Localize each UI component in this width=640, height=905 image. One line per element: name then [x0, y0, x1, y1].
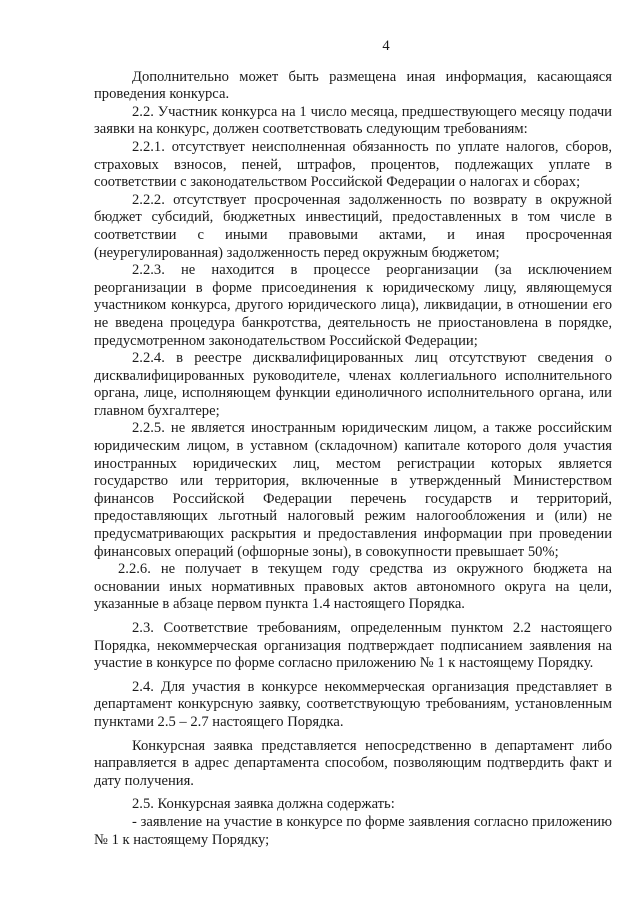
- paragraph-2-2-1: 2.2.1. отсутствует неисполненная обязанность по уплате налогов, сборов, страховых взносов, пеней, штрафов, процентов, подлежащих уплате в соответствии с законодательством Российской Федерации о налогах и сборах;: [94, 138, 612, 191]
- paragraph-2-2-4: 2.2.4. в реестре дисквалифицированных лиц отсутствуют сведения о дисквалифицированных руководителе, членах коллегиального исполнительного органа, лице, исполняющем функции единоличного исполнительного органа, или главном бухгалтере;: [94, 350, 612, 419]
- paragraph-2-2-5: 2.2.5. не является иностранным юридическим лицом, а также российским юридическим лицом, в уставном (складочном) капитале которого доля участия иностранных юридических лиц, местом регистрации которых является государство или территория, включенные в утвержденный Министерством финансов Российской Федерации перечень государств и территорий, предоставляющих льготный налоговый режим налогообложения и (или) не предусматривающих раскрытия и предоставления информации при проведении финансовых операций (офшорные зоны), в совокупности превышает 50%;: [94, 420, 612, 560]
- paragraph-2-3: 2.3. Соответствие требованиям, определенным пунктом 2.2 настоящего Порядка, некоммерческая организация подтверждает подписанием заявления на участие в конкурсе по форме согласно приложению № 1 к настоящему Порядку.: [94, 620, 612, 672]
- paragraph-application-item: - заявление на участие в конкурсе по форме заявления согласно приложению № 1 к настоящему Порядку;: [94, 813, 612, 848]
- paragraph-2-2-3: 2.2.3. не находится в процессе реорганизации (за исключением реорганизации в форме присоединения к юридическому лицу, являющемуся участником конкурса, другого юридического лица), ликвидации, в отношении его не введена процедура банкротства, деятельность не приостановлена в порядке, предусмотренном законодательством Российской Федерации;: [94, 262, 612, 349]
- page-number: 4: [382, 38, 390, 54]
- paragraph-2-5: 2.5. Конкурсная заявка должна содержать:: [132, 796, 395, 813]
- paragraph-2-2-2: 2.2.2. отсутствует просроченная задолженность по возврату в окружной бюджет субсидий, бюджетных инвестиций, предоставленных в том числе в соответствии с иными правовыми актами, и иная просроченная (неурегулированная) задолженность перед окружным бюджетом;: [94, 191, 612, 261]
- paragraph-2-2-6: 2.2.6. не получает в текущем году средства из окружного бюджета на основании иных нормативных правовых актов автономного округа на цели, указанные в абзаце первом пункта 1.4 настоящего Порядка.: [94, 561, 612, 613]
- paragraph-2-2: 2.2. Участник конкурса на 1 число месяца, предшествующего месяцу подачи заявки на конкурс, должен соответствовать следующим требованиям:: [94, 103, 612, 138]
- paragraph-application-submission: Конкурсная заявка представляется непосредственно в департамент либо направляется в адрес департамента способом, позволяющим подтвердить факт и дату получения.: [94, 737, 612, 789]
- paragraph-additional-info: Дополнительно может быть размещена иная информация, касающаяся проведения конкурса.: [94, 68, 612, 103]
- paragraph-2-4: 2.4. Для участия в конкурсе некоммерческая организация представляет в департамент конкурсную заявку, соответствующую требованиям, установленным пунктами 2.5 – 2.7 настоящего Порядка.: [94, 678, 612, 730]
